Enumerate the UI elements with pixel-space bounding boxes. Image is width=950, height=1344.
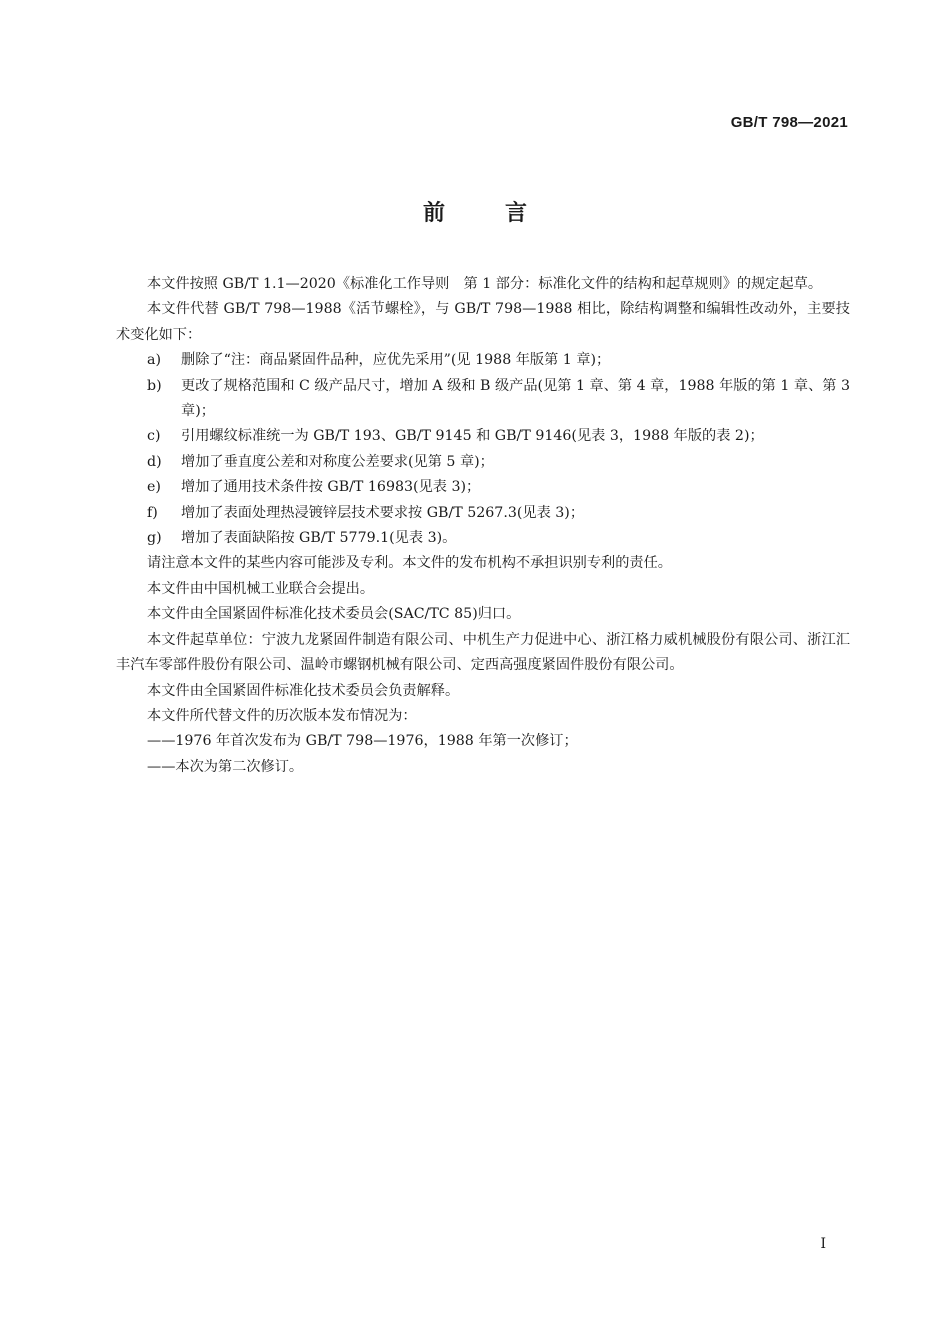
paragraph-interpreted-by: 本文件由全国紧固件标准化技术委员会负责解释。 xyxy=(147,682,460,699)
list-item-text: 引用螺纹标准统一为 GB/T 193、GB/T 9145 和 GB/T 9146(见表 3，1988 年版的表 2)； xyxy=(181,428,764,445)
page-title: 前言 xyxy=(422,201,587,226)
list-item xyxy=(116,450,850,475)
list-item-text: 删除了“注：商品紧固件品种，应优先采用”(见 1988 年版第 1 章)； xyxy=(181,352,611,369)
paragraph-drafting-units: 本文件起草单位：宁波九龙紧固件制造有限公司、中机生产力促进中心、浙江格力威机械股份有限公司、浙江汇丰汽车零部件股份有限公司、温岭市螺钢机械有限公司、定西高强度紧固件股份有限公司。 xyxy=(116,631,850,674)
paragraph-managed-by: 本文件由全国紧固件标准化技术委员会(SAC/TC 85)归口。 xyxy=(147,606,521,623)
list-item xyxy=(116,348,850,373)
list-marker: e) xyxy=(147,479,161,496)
list-item-text: 更改了规格范围和 C 级产品尺寸，增加 A 级和 B 级产品(见第 1 章、第 4 章，1988 年版的第 1 章、第 3 章)； xyxy=(181,377,850,420)
paragraph-history-intro: 本文件所代替文件的历次版本发布情况为： xyxy=(147,707,417,724)
list-marker: a) xyxy=(147,352,161,369)
list-item xyxy=(116,475,850,500)
history-item: ——1976 年首次发布为 GB/T 798—1976，1988 年第一次修订； xyxy=(147,733,578,750)
page-number: I xyxy=(820,1236,826,1252)
list-item xyxy=(116,374,850,425)
foreword-body xyxy=(116,272,850,780)
paragraph-drafting-rules: 本文件按照 GB/T 1.1—2020《标准化工作导则 第 1 部分：标准化文件的结构和起草规则》的规定起草。 xyxy=(147,276,823,292)
list-item xyxy=(116,526,850,551)
history-item: ——本次为第二次修订。 xyxy=(147,758,304,775)
paragraph-proposed-by: 本文件由中国机械工业联合会提出。 xyxy=(147,580,375,597)
list-item-text: 增加了表面缺陷按 GB/T 5779.1(见表 3)。 xyxy=(181,530,457,547)
list-item xyxy=(116,424,850,449)
list-marker: g) xyxy=(147,530,162,547)
list-item-text: 增加了通用技术条件按 GB/T 16983(见表 3)； xyxy=(181,479,481,496)
list-marker: c) xyxy=(147,428,161,445)
list-item xyxy=(116,501,850,526)
paragraph-replacement: 本文件代替 GB/T 798—1988《活节螺栓》，与 GB/T 798—1988 相比，除结构调整和编辑性改动外，主要技术变化如下： xyxy=(116,301,850,343)
standard-number: GB/T 798—2021 xyxy=(730,114,848,131)
list-marker: b) xyxy=(147,377,162,394)
list-marker: f) xyxy=(147,504,158,521)
list-item-text: 增加了表面处理热浸镀锌层技术要求按 GB/T 5267.3(见表 3)； xyxy=(181,504,585,521)
paragraph-patent-notice: 请注意本文件的某些内容可能涉及专利。本文件的发布机构不承担识别专利的责任。 xyxy=(147,555,672,572)
list-item-text: 增加了垂直度公差和对称度公差要求(见第 5 章)； xyxy=(181,453,494,470)
list-marker: d) xyxy=(147,453,162,470)
